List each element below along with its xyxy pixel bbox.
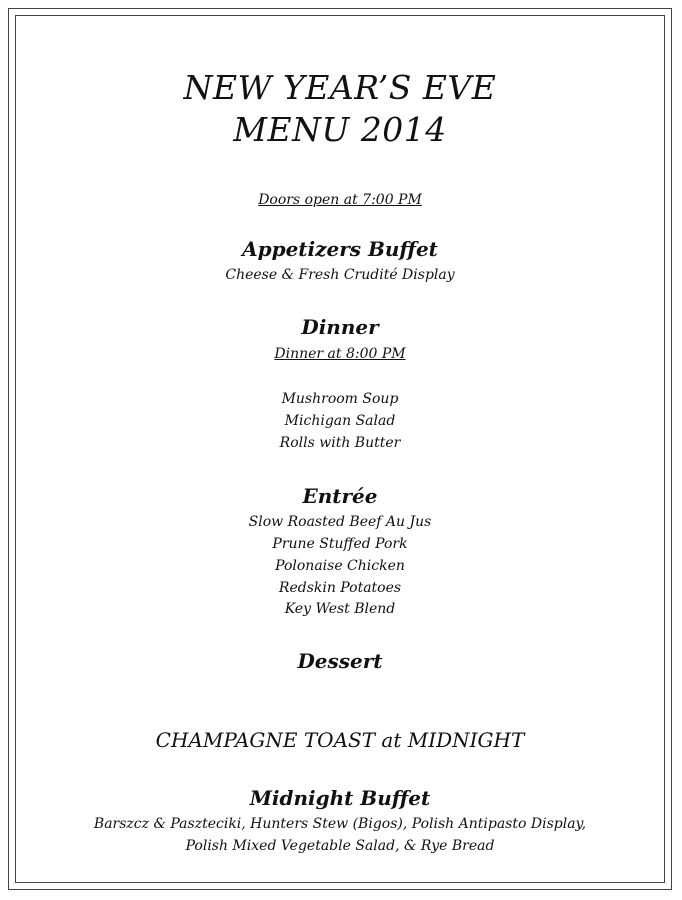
dinner-time-text: Dinner at 8:00 PM: [274, 346, 406, 362]
midnight-buffet-heading: Midnight Buffet: [249, 786, 431, 810]
menu-title: [15, 67, 665, 151]
midnight-item: Polish Mixed Vegetable Salad, & Rye Bread: [185, 838, 495, 854]
entree-heading: Entrée: [302, 484, 378, 508]
dinner-item: Rolls with Butter: [279, 435, 401, 451]
title-line-1: NEW YEAR’S EVE: [183, 68, 497, 107]
appetizer-item: Cheese & Fresh Crudité Display: [225, 267, 455, 283]
dessert-heading: Dessert: [297, 649, 383, 673]
entree-item: Key West Blend: [284, 601, 396, 617]
dinner-item: Michigan Salad: [284, 413, 396, 429]
entree-item: Prune Stuffed Pork: [272, 536, 408, 552]
dinner-heading: Dinner: [301, 315, 379, 339]
champagne-toast-text: CHAMPAGNE TOAST at MIDNIGHT: [155, 728, 525, 752]
title-line-2: MENU 2014: [233, 110, 447, 149]
doors-open-text: Doors open at 7:00 PM: [258, 192, 422, 208]
midnight-item: Barszcz & Paszteciki, Hunters Stew (Bigos), Polish Antipasto Display,: [93, 816, 587, 832]
dinner-item: Mushroom Soup: [281, 391, 399, 407]
entree-item: Slow Roasted Beef Au Jus: [248, 514, 432, 530]
entree-item: Redskin Potatoes: [278, 580, 402, 596]
appetizers-heading: Appetizers Buffet: [242, 237, 438, 261]
entree-item: Polonaise Chicken: [275, 558, 405, 574]
